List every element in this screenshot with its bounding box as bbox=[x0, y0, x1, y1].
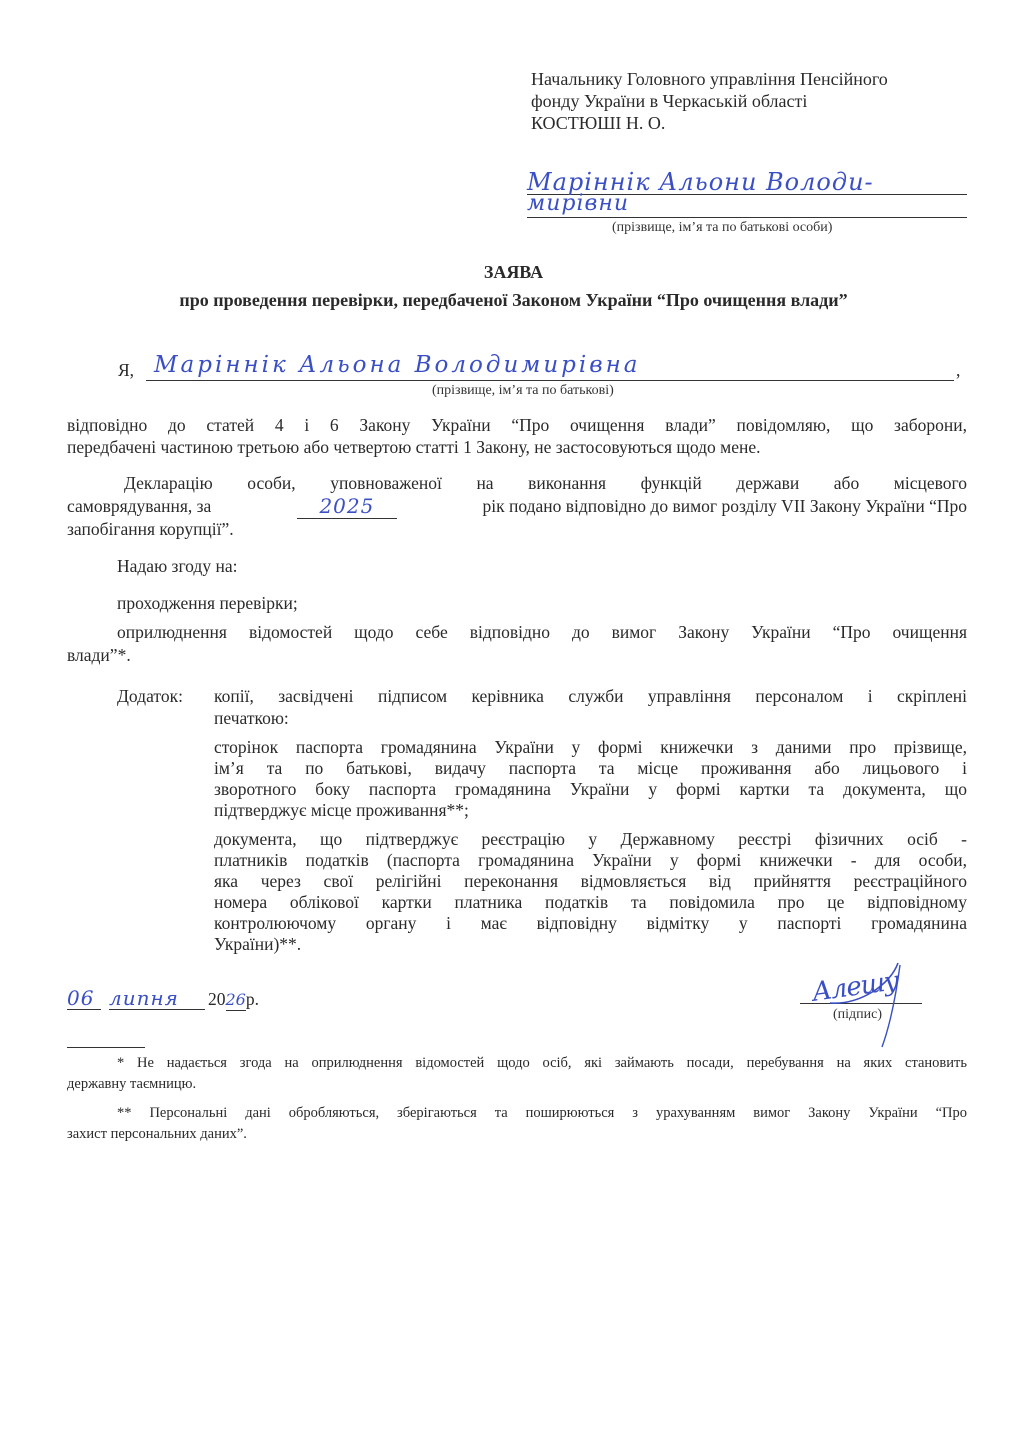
consent-item-1: проходження перевірки; bbox=[117, 593, 298, 613]
footnote-divider bbox=[67, 1047, 145, 1048]
declaration-after-year: рік подано відповідно до вимог розділу VII Закону України “Про bbox=[482, 496, 967, 516]
footnote-2-line-2: захист персональних даних”. bbox=[67, 1126, 247, 1142]
declaration-line-3: запобігання корупції”. bbox=[67, 519, 234, 539]
attachment-item-2-line: яка через свої релігійні переконання відмовляється від прийняття реєстраційного bbox=[214, 871, 967, 891]
applicant-name-line-2 bbox=[527, 191, 967, 218]
signature-caption: (підпис) bbox=[833, 1007, 883, 1022]
footnote-2-line-1: ** Персональні дані обробляються, зберігаються та поширюються з урахуванням вимог Закону України “Про bbox=[117, 1105, 967, 1121]
attachment-intro-line-1: копії, засвідчені підписом керівника служби управління персоналом і скріплені bbox=[214, 686, 967, 706]
addressee-block bbox=[531, 68, 971, 134]
statement-suffix: , bbox=[956, 360, 961, 380]
date-year-handwritten: 26 bbox=[225, 990, 246, 1009]
attachment-item-2-line: контролюючому органу і має відповідну відмітку у паспорті громадянина bbox=[214, 913, 967, 933]
applicant-caption: (прізвище, ім’я та по батькові особи) bbox=[612, 220, 833, 235]
addressee-line-3: КОСТЮШІ Н. О. bbox=[531, 113, 666, 133]
document-title: ЗАЯВА bbox=[483, 262, 544, 282]
declaration-year-field bbox=[297, 496, 397, 519]
signature-stroke-icon bbox=[820, 955, 920, 1050]
statement-prefix: Я, bbox=[118, 360, 135, 380]
applicant-name-handwritten-1: Маріннік Альони Володи- bbox=[527, 168, 874, 196]
attachment-item-2-line: платників податків (паспорта громадянина України у формі книжечки - для особи, bbox=[214, 850, 967, 870]
declaration-line-1: Декларацію особи, уповноваженої на виконання функцій держави або місцевого bbox=[124, 473, 967, 493]
attachment-item-2 bbox=[214, 829, 967, 955]
statement-name-field bbox=[146, 352, 954, 381]
statement-name-handwritten: Маріннік Альона Володимирівна bbox=[154, 352, 641, 378]
statement-line-1: відповідно до статей 4 і 6 Закону України “Про очищення влади” повідомляю, що заборони, bbox=[67, 415, 967, 435]
declaration-year-handwritten: 2025 bbox=[319, 494, 375, 518]
consent-heading: Надаю згоду на: bbox=[117, 556, 238, 576]
attachment-item-2-line: України)**. bbox=[214, 934, 302, 954]
declaration-before-year: самоврядування, за bbox=[67, 496, 212, 516]
attachment-item-2-line: документа, що підтверджує реєстрацію у Державному реєстрі фізичних осіб - bbox=[214, 829, 967, 849]
applicant-name-handwritten-2: мирівни bbox=[527, 191, 629, 216]
footnote-1-line-2: державну таємницю. bbox=[67, 1076, 197, 1092]
date-line bbox=[67, 988, 259, 1011]
date-day-handwritten: 06 bbox=[67, 988, 101, 1010]
attachment-label: Додаток: bbox=[117, 686, 183, 706]
attachment-item-1 bbox=[214, 737, 967, 821]
consent-item-2-line-1: оприлюднення відомостей щодо себе відповідно до вимог Закону України “Про очищення bbox=[117, 622, 967, 642]
attachment-item-1-line: сторінок паспорта громадянина України у формі книжечки з даними про прізвище, bbox=[214, 737, 967, 757]
attachment-item-1-line: зворотного боку паспорта громадянина України у формі картки та документа, що bbox=[214, 779, 967, 799]
statement-line-2: передбачені частиною третьою або четвертою статті 1 Закону, не застосовуються щодо мене. bbox=[67, 437, 761, 457]
attachment-item-2-line: номера облікової картки платника податків та повідомила про це відповідному bbox=[214, 892, 967, 912]
addressee-line-1: Начальнику Головного управління Пенсійного bbox=[531, 69, 888, 89]
statement-caption: (прізвище, ім’я та по батькові) bbox=[432, 383, 614, 398]
document-subtitle: про проведення перевірки, передбаченої Законом України “Про очищення влади” bbox=[179, 290, 848, 310]
date-year-prefix: 20 bbox=[208, 989, 226, 1009]
attachment-intro-line-2: печаткою: bbox=[214, 708, 289, 728]
declaration-line-2 bbox=[67, 496, 967, 519]
attachment-item-1-line: підтверджує місце проживання**; bbox=[214, 800, 469, 820]
addressee-line-2: фонду України в Черкаській області bbox=[531, 91, 808, 111]
footnote-1-line-1: * Не надається згода на оприлюднення відомостей щодо осіб, які займають посади, перебування на яких становить bbox=[117, 1055, 967, 1071]
attachment-item-1-line: ім’я та по батькові, видачу паспорта та місце проживання або лицьового і bbox=[214, 758, 967, 778]
signature-handwritten: Алешу bbox=[810, 966, 901, 1008]
date-year-suffix: р. bbox=[245, 989, 259, 1009]
date-month-handwritten: липня bbox=[109, 988, 205, 1010]
consent-item-2-line-2: влади”*. bbox=[67, 645, 131, 665]
